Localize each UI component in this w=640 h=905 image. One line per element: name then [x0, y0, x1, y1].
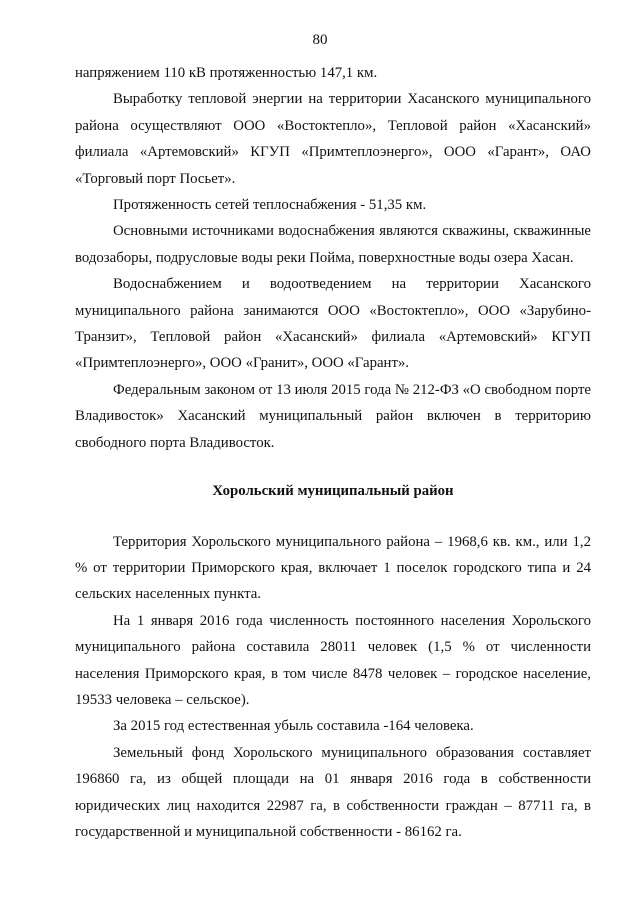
section-heading: Хорольский муниципальный район — [212, 483, 454, 500]
page-content — [75, 60, 591, 845]
paragraph-natural-decline: За 2015 год естественная убыль составила -164 человека. — [113, 718, 474, 735]
paragraph-population: На 1 января 2016 года численность постоянного населения Хорольского муниципального района составила 28011 человек (1,5 % от численности населения Приморского края, в том числе 8478 человек – городское население, 19533 человека – сельское). — [75, 612, 591, 708]
paragraph-water-sources: Основными источниками водоснабжения являются скважины, скважинные водозаборы, подрусловые воды реки Пойма, поверхностные воды озера Хасан. — [75, 223, 591, 266]
paragraph-free-port-law: Федеральным законом от 13 июля 2015 года № 212-ФЗ «О свободном порте Владивосток» Хасанский муниципальный район включен в территорию свободного порта Владивосток. — [75, 381, 591, 451]
paragraph-land-fund: Земельный фонд Хорольского муниципального образования составляет 196860 га, из общей площади на 01 января 2016 года в собственности юридических лиц находится 22987 га, в собственности граждан – 87711 га, в государственной и муниципальной собственности - 86162 га. — [75, 744, 591, 840]
paragraph-territory: Территория Хорольского муниципального района – 1968,6 кв. км., или 1,2 % от территории Приморского края, включает 1 поселок городского типа и 24 сельских населенных пункта. — [75, 533, 591, 603]
paragraph-power-lines: напряжением 110 кВ протяженностью 147,1 км. — [75, 65, 378, 81]
page-number: 80 — [312, 32, 328, 48]
paragraph-heat-production: Выработку тепловой энергии на территории Хасанского муниципального района осуществляют ООО «Востоктепло», Тепловой район «Хасанский» филиала «Артемовский» КГУП «Примтеплоэнерго», ООО «Гарант», ОАО «Торговый порт Посьет». — [75, 91, 591, 187]
paragraph-heat-networks: Протяженность сетей теплоснабжения - 51,35 км. — [113, 197, 427, 214]
paragraph-water-supply-providers: Водоснабжением и водоотведением на территории Хасанского муниципального района занимаются ООО «Востоктепло», ООО «Зарубино-Транзит», Тепловой район «Хасанский» филиала «Артемовский» КГУП «Примтеплоэнерго», ООО «Гранит», ООО «Гарант». — [75, 276, 591, 372]
